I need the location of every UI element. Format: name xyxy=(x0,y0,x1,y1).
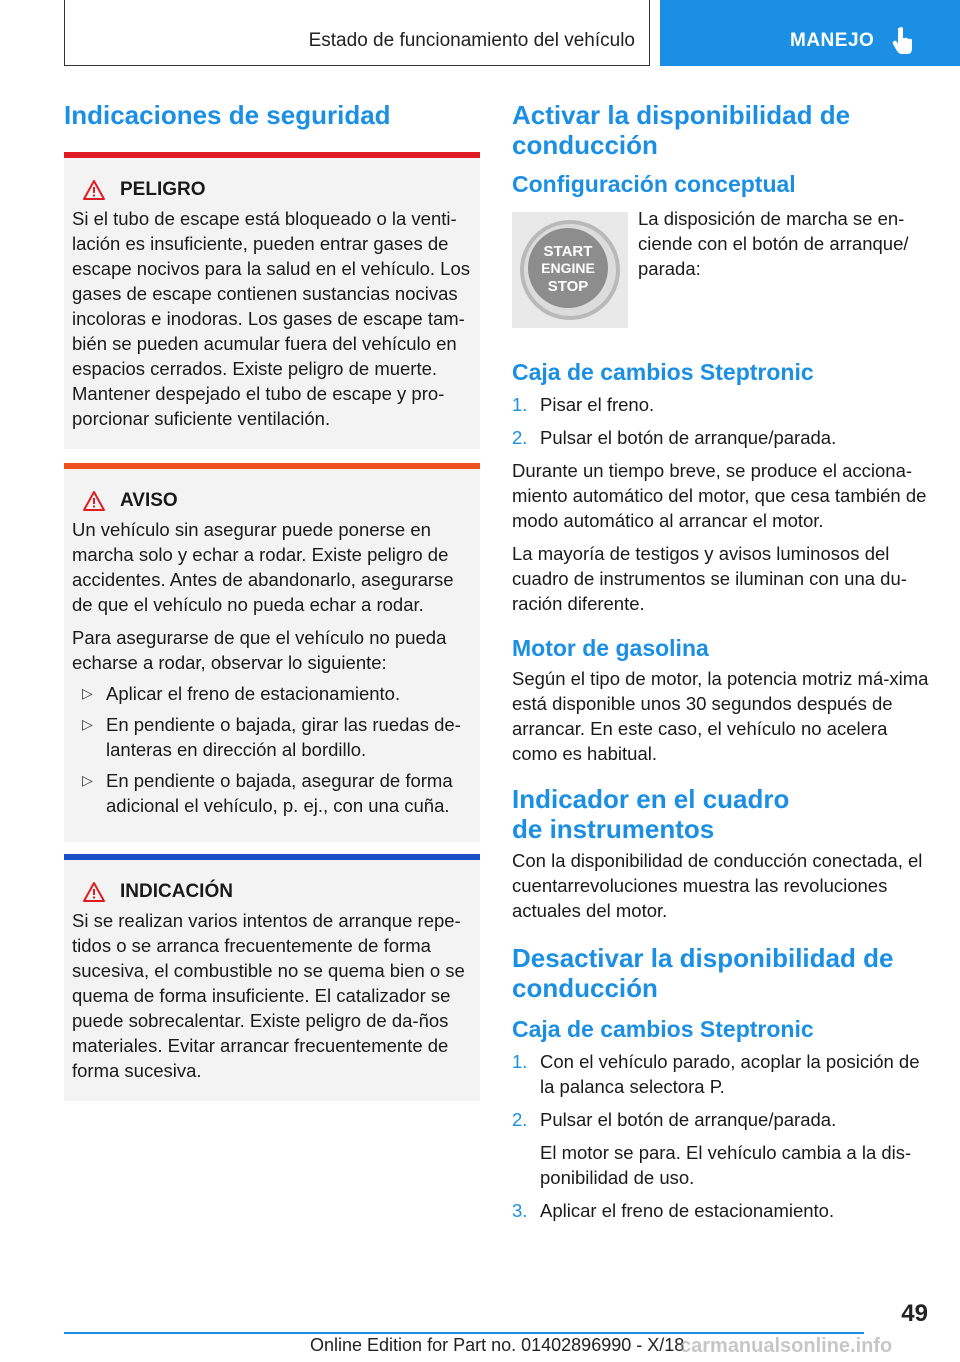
list-item xyxy=(512,425,932,450)
footer-divider xyxy=(64,1332,864,1334)
start-stop-button-image xyxy=(512,212,628,328)
warning-text-1: Un vehículo sin asegurar puede ponerse en marcha solo y echar a rodar. Existe peligro de accidentes. Antes de abandonarlo, asegurarse de que el vehículo no pueda echar a rodar. xyxy=(72,519,454,615)
indicator-text: Con la disponibilidad de conducción conectada, el cuentarrevoluciones muestra las revoluciones actuales del motor. xyxy=(512,850,923,921)
section-header xyxy=(64,0,650,66)
indicator-title-2: de instrumentos xyxy=(512,814,715,844)
step-text: Pisar el freno. xyxy=(540,394,655,415)
notice-heading xyxy=(82,878,472,906)
notice-bar xyxy=(64,854,480,860)
section-title: Estado de funcionamiento del vehículo xyxy=(308,30,635,51)
steptronic-steps-2 xyxy=(512,1049,932,1223)
page-number: 49 xyxy=(901,1300,928,1327)
list-item xyxy=(512,1198,932,1223)
steptronic-paragraph-2: La mayoría de testigos y avisos luminosos del cuadro de instrumentos se iluminan con una du-ración diferente. xyxy=(512,543,907,614)
step-number: 2. xyxy=(512,1109,528,1130)
danger-box xyxy=(64,152,480,449)
activate-title: Activar la disponibilidad de conducción xyxy=(512,100,851,160)
deactivate-title: Desactivar la disponibilidad de conducción xyxy=(512,943,894,1003)
right-column xyxy=(512,100,932,1231)
warning-heading xyxy=(82,487,472,515)
danger-heading xyxy=(82,176,472,204)
warning-triangle-icon xyxy=(82,881,106,903)
steptronic-paragraph-1: Durante un tiempo breve, se produce el acciona-miento automático del motor, que cesa también de modo automático al arrancar el motor. xyxy=(512,460,927,531)
step-number: 1. xyxy=(512,394,528,415)
button-line-stop: STOP xyxy=(547,278,589,295)
warning-triangle-icon xyxy=(82,179,106,201)
step-text: Pulsar el botón de arranque/parada. xyxy=(540,1109,837,1130)
steptronic-heading-2: Caja de cambios Steptronic xyxy=(512,1016,814,1042)
tab-manejo[interactable] xyxy=(660,0,960,66)
list-item: ▷ En pendiente o bajada, asegurar de forma adicional el vehículo, p. ej., con una cuña. xyxy=(72,768,472,818)
page-header xyxy=(64,0,960,66)
warning-box xyxy=(64,463,480,842)
danger-label: PELIGRO xyxy=(120,179,206,200)
list-item xyxy=(512,1049,932,1099)
steptronic-steps-1 xyxy=(512,392,932,450)
notice-label: INDICACIÓN xyxy=(120,881,233,902)
concept-row xyxy=(512,208,932,328)
footer-edition: Online Edition for Part no. 01402896990 - X/18 xyxy=(310,1335,685,1355)
indicator-title-1: Indicador en el cuadro xyxy=(512,784,790,814)
concept-text: La disposición de marcha se en-ciende con el botón de arranque/ parada: xyxy=(638,208,909,279)
step-number: 2. xyxy=(512,427,528,448)
concept-heading: Configuración conceptual xyxy=(512,171,796,197)
step-text: Aplicar el freno de estacionamiento. xyxy=(540,1200,835,1221)
button-line-engine: ENGINE xyxy=(541,260,595,276)
warning-label: AVISO xyxy=(120,490,178,511)
notice-box xyxy=(64,854,480,1101)
step-number: 1. xyxy=(512,1051,528,1072)
list-item: ▷ En pendiente o bajada, girar las ruedas de-lanteras en dirección al bordillo. xyxy=(72,712,472,762)
list-item: ▷ Aplicar el freno de estacionamiento. xyxy=(72,681,472,706)
hand-pointer-icon xyxy=(892,26,914,54)
watermark: carmanualsonline.info xyxy=(680,1335,893,1357)
warning-text-2: Para asegurarse de que el vehículo no pueda echarse a rodar, observar lo siguiente: xyxy=(72,627,447,673)
button-line-start: START xyxy=(543,243,593,260)
left-column xyxy=(64,100,480,1101)
notice-text: Si se realizan varios intentos de arranque repe-tidos o se arranca frecuentemente de forma sucesiva, el combustible no se quema bien o se quema de forma insuficiente. El catalizador se puede sobrecalentar. Existe peligro de da-ños materiales. Evitar arrancar frecuentemente de forma sucesiva. xyxy=(72,910,465,1081)
start-stop-button-icon xyxy=(512,212,628,328)
step-number: 3. xyxy=(512,1200,528,1221)
danger-bar xyxy=(64,152,480,158)
list-item xyxy=(512,1107,932,1190)
danger-text: Si el tubo de escape está bloqueado o la venti-lación es insuficiente, pueden entrar gases de escape nocivos para la salud en el vehículo. Los gases de escape contienen sustancias nocivas incoloras e inodoras. Los gases de escape tam-bién se pueden acumular fuera del vehículo en espacios cerrados. Existe peligro de muerte. Mantener despejado el tubo de escape y pro-porcionar suficiente ventilación. xyxy=(72,208,471,429)
safety-title: Indicaciones de seguridad xyxy=(64,100,391,130)
step-subtext: El motor se para. El vehículo cambia a la dis-ponibilidad de uso. xyxy=(540,1142,912,1188)
warning-list xyxy=(72,681,472,818)
step-text: Con el vehículo parado, acoplar la posición de la palanca selectora P. xyxy=(540,1051,920,1097)
steptronic-heading-1: Caja de cambios Steptronic xyxy=(512,359,814,385)
list-item xyxy=(512,392,932,417)
warning-triangle-icon xyxy=(82,490,106,512)
gasoline-heading: Motor de gasolina xyxy=(512,635,709,661)
tab-label: MANEJO xyxy=(790,30,875,51)
gasoline-text: Según el tipo de motor, la potencia motriz má-xima está disponible unos 30 segundos después de arrancar. En este caso, el vehículo no acelera como es habitual. xyxy=(512,668,929,764)
warning-bar xyxy=(64,463,480,469)
step-text: Pulsar el botón de arranque/parada. xyxy=(540,427,837,448)
